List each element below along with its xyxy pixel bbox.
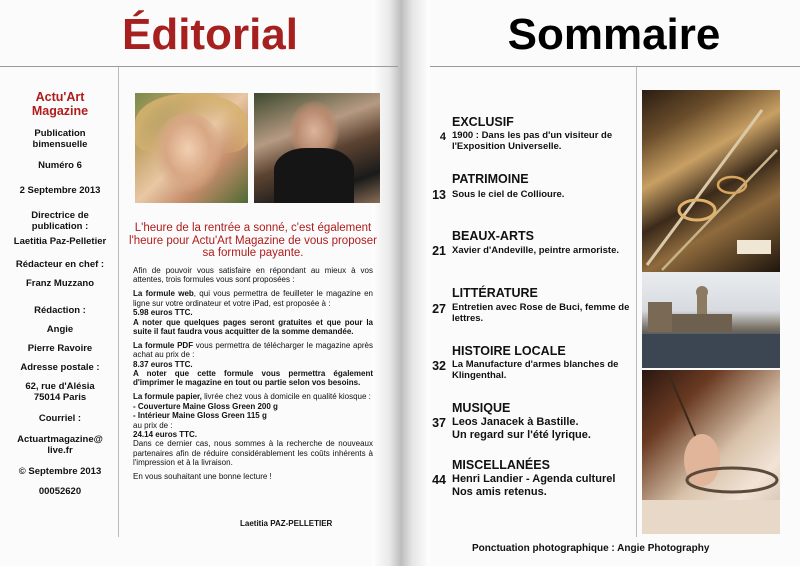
- section-heading[interactable]: MISCELLANÉES: [452, 458, 550, 472]
- paper-offer-price: 24.14 euros TTC.: [133, 430, 198, 439]
- pdf-offer-title: La formule PDF: [133, 340, 194, 350]
- copyright-text: © Septembre 2013: [18, 466, 102, 477]
- contents-entry-line: Leos Janacek à Bastille.: [452, 416, 579, 428]
- contents-entry-line: Henri Landier - Agenda culturel: [452, 473, 616, 485]
- director-label: Directrice de publication :: [31, 210, 89, 232]
- contents-page: [404, 0, 800, 566]
- paper-offer-item: - Couverture Maine Gloss Green 200 g: [133, 401, 278, 411]
- contents-entry[interactable]: Entretien avec Rose de Buci, femme de lettres.: [452, 302, 630, 324]
- email-address: live.fr: [47, 445, 73, 456]
- painter-photo: [642, 370, 780, 534]
- page-number: 27: [432, 302, 446, 316]
- editor-name: Franz Muzzano: [25, 278, 95, 289]
- paper-offer-title: La formule papier,: [133, 392, 202, 402]
- redaction-member: Pierre Ravoire: [27, 343, 93, 354]
- contents-entry-line: Un regard sur l'été lyrique.: [452, 429, 591, 441]
- email-address: Actuartmagazine@: [17, 434, 103, 445]
- editorial-title: Éditorial: [121, 10, 299, 59]
- sabres-illustration: [642, 90, 780, 272]
- contents-entry[interactable]: [452, 473, 647, 499]
- address-label: Adresse postale :: [20, 362, 100, 373]
- page-number: 21: [432, 244, 446, 258]
- painter-illustration: [642, 370, 780, 534]
- divider: [430, 66, 800, 67]
- section-heading[interactable]: LITTÉRATURE: [452, 286, 538, 300]
- intro-paragraph: Afin de pouvoir vous satisfaire en répondant au mieux à vos attentes, trois formules vous sont proposées :: [133, 266, 373, 285]
- contents-entry[interactable]: La Manufacture d'armes blanches de Klingenthal.: [452, 359, 619, 381]
- redaction-label: Rédaction :: [34, 305, 86, 316]
- address-line: 62, rue d'Alésia: [25, 381, 95, 392]
- closing-line: En vous souhaitant une bonne lecture !: [133, 472, 272, 482]
- editor-label: Rédacteur en chef :: [15, 259, 105, 270]
- contents-title: Sommaire: [507, 10, 721, 59]
- editorial-lead: L'heure de la rentrée a sonné, c'est également l'heure pour Actu'Art Magazine de vous proposer sa formule payante.: [129, 222, 377, 260]
- divider: [0, 66, 398, 67]
- sabres-photo: [642, 90, 780, 272]
- editor-photo-woman: [135, 93, 248, 203]
- paper-offer-paragraph: [133, 392, 373, 467]
- paper-offer-note: Dans ce dernier cas, nous sommes à la recherche de nouveaux partenaires afin de réduire considérablement les coûts inhérents à l'impression et à la livraison.: [133, 439, 373, 468]
- web-offer-text: , qui vous permettra de feuilleter le magazine en ligne sur votre ordinateur et votre iPad, est proposée à :: [133, 289, 373, 308]
- page-number: 4: [439, 131, 446, 143]
- editor-photo-man: [254, 93, 380, 203]
- director-name: Laetitia Paz-Pelletier: [13, 236, 107, 247]
- section-heading[interactable]: EXCLUSIF: [452, 115, 514, 129]
- web-offer-paragraph: [133, 289, 373, 336]
- column-divider: [118, 67, 119, 537]
- pdf-offer-note: A noter que cette formule vous permettra également d'imprimer le magazine en tout ou partie selon vos besoins.: [133, 369, 373, 388]
- issue-number: Numéro 6: [38, 160, 82, 171]
- contents-entry[interactable]: [452, 416, 647, 442]
- web-offer-title: La formule web: [133, 289, 194, 299]
- web-offer-note: A noter que quelques pages seront gratuites et que pour la suite il faut faudra vous acquitter de la somme demandée.: [133, 317, 373, 336]
- issue-code: 00052620: [38, 486, 82, 497]
- contents-entry[interactable]: Xavier d'Andeville, peintre armoriste.: [452, 245, 619, 256]
- contents-entry[interactable]: 1900 : Dans les pas d'un visiteur de l'Exposition Universelle.: [452, 130, 613, 152]
- photo-credit: Ponctuation photographique : Angie Photography: [472, 543, 710, 554]
- page-number: 32: [432, 359, 446, 373]
- address-line: 75014 Paris: [33, 392, 87, 403]
- email-label: Courriel :: [38, 413, 82, 424]
- frequency-text: Publication bimensuelle: [32, 128, 88, 150]
- contents-entry[interactable]: Sous le ciel de Collioure.: [452, 189, 565, 200]
- collioure-photo: [642, 272, 780, 368]
- section-heading[interactable]: MUSIQUE: [452, 401, 511, 415]
- pdf-offer-text: vous permettra de télécharger le magazine après achat au prix de :: [133, 340, 373, 360]
- page-number: 44: [432, 473, 446, 487]
- section-heading[interactable]: BEAUX-ARTS: [452, 229, 534, 243]
- contents-entry-line: Nos amis retenus.: [452, 486, 547, 498]
- editorial-body: [133, 266, 373, 486]
- pdf-offer-price: 8.37 euros TTC.: [133, 359, 193, 369]
- redaction-member: Angie: [46, 324, 74, 335]
- page-number: 37: [432, 416, 446, 430]
- editorial-signature: Laetitia PAZ-PELLETIER: [240, 519, 333, 528]
- section-heading[interactable]: PATRIMOINE: [452, 172, 529, 186]
- masthead-sidebar: [10, 90, 110, 497]
- editorial-page: [0, 0, 398, 566]
- paper-offer-text: livrée chez vous à domicile en qualité kiosque :: [201, 392, 371, 402]
- paper-price-label: au prix de :: [133, 420, 173, 430]
- collioure-illustration: [642, 272, 780, 368]
- paper-offer-item: - Intérieur Maine Gloss Green 115 g: [133, 411, 267, 421]
- web-offer-price: 5.98 euros TTC.: [133, 308, 193, 318]
- pdf-offer-paragraph: [133, 341, 373, 388]
- issue-date: 2 Septembre 2013: [19, 185, 101, 196]
- magazine-name: Actu'Art Magazine: [31, 90, 89, 118]
- section-heading[interactable]: HISTOIRE LOCALE: [452, 344, 566, 358]
- page-number: 13: [432, 188, 446, 202]
